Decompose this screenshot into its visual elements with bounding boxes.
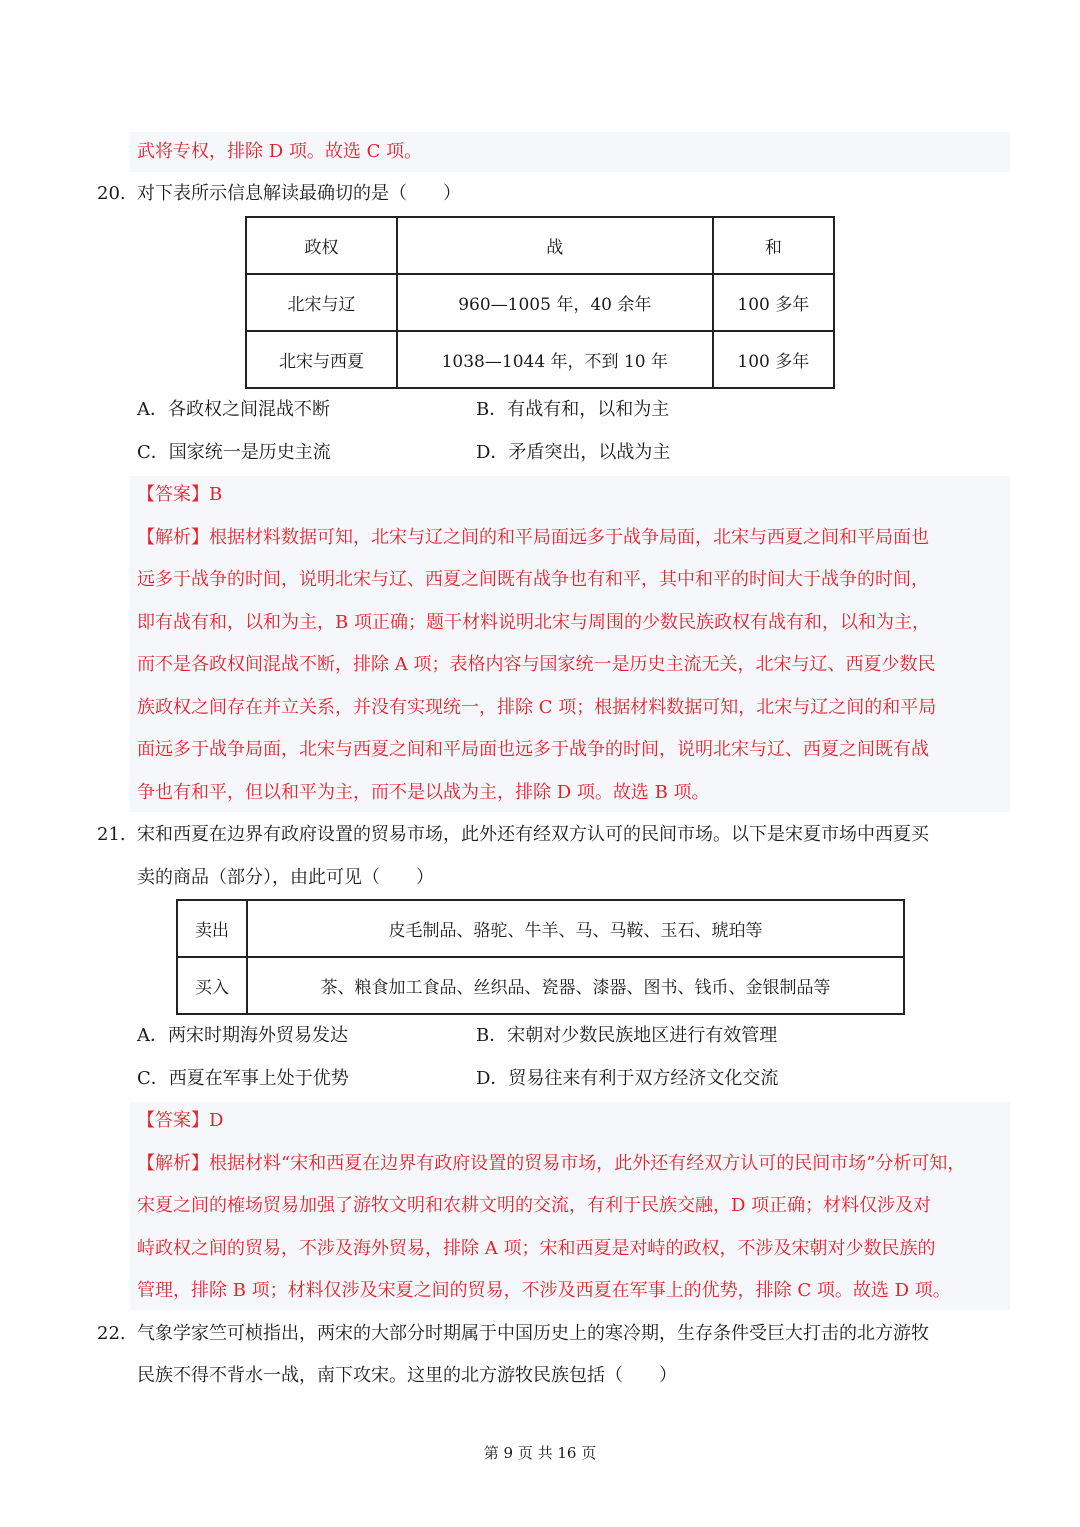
analysis-text: 根据材料数据可知，北宋与辽之间的和平局面远多于战争局面，北宋与西夏之间和平局面也 <box>209 527 929 548</box>
q21-analysis-line: 峙政权之间的贸易，不涉及海外贸易，排除 A 项；宋和西夏是对峙的政权，不涉及宋朝对少数民族的 <box>137 1238 936 1259</box>
q20-analysis-line: 即有战有和，以和为主，B 项正确；题干材料说明北宋与周围的少数民族政权有战有和，以和为主， <box>137 612 930 633</box>
q20-stem: 对下表所示信息解读最确切的是（ ） <box>137 183 461 204</box>
table-cell: 皮毛制品、骆驼、牛羊、马、马鞍、玉石、琥珀等 <box>247 900 904 957</box>
q20-analysis-line: 远多于战争的时间，说明北宋与辽、西夏之间既有战争也有和平，其中和平的时间大于战争的时间， <box>137 569 929 590</box>
table-cell: 1038—1044 年，不到 10 年 <box>397 331 713 388</box>
q22-stem-line: 气象学家竺可桢指出，两宋的大部分时期属于中国历史上的寒冷期，生存条件受巨大打击的北方游牧 <box>137 1323 929 1344</box>
page-footer: 第 9 页 共 16 页 <box>483 1444 597 1462</box>
table-cell: 100 多年 <box>713 331 834 388</box>
q21-analysis-line: 管理，排除 B 项；材料仅涉及宋夏之间的贸易，不涉及西夏在军事上的优势，排除 C 项。故选 D 项。 <box>137 1280 951 1301</box>
q20-answer <box>137 483 222 507</box>
q20-option-b: B．有战有和，以和为主 <box>476 399 670 420</box>
table-cell: 买入 <box>177 957 247 1014</box>
table-cell: 960—1005 年，40 余年 <box>397 274 713 331</box>
q21-stem-line: 卖的商品（部分），由此可见（ ） <box>137 867 434 888</box>
table-cell: 北宋与西夏 <box>246 331 397 388</box>
q22-number: 22. <box>97 1323 126 1344</box>
table-header: 和 <box>713 217 834 274</box>
table-header: 政权 <box>246 217 397 274</box>
q21-option-c: C．西夏在军事上处于优势 <box>137 1068 349 1089</box>
q20-analysis-line: 而不是各政权间混战不断，排除 A 项；表格内容与国家统一是历史主流无关，北宋与辽、西夏少数民 <box>137 654 936 675</box>
analysis-text: 根据材料“宋和西夏在边界有政府设置的贸易市场，此外还有经双方认可的民间市场”分析可知， <box>209 1153 966 1174</box>
q20-analysis-line: 争也有和平，但以和平为主，而不是以战为主，排除 D 项。故选 B 项。 <box>137 782 710 803</box>
q20-table <box>245 216 835 389</box>
q21-stem-line: 宋和西夏在边界有政府设置的贸易市场，此外还有经双方认可的民间市场。以下是宋夏市场中西夏买 <box>137 824 929 845</box>
q21-option-d: D．贸易往来有利于双方经济文化交流 <box>476 1068 779 1089</box>
q21-table <box>176 899 905 1015</box>
table-header: 战 <box>397 217 713 274</box>
q20-analysis-line <box>137 526 929 550</box>
answer-tag: 【答案】 <box>137 484 209 505</box>
q21-option-b: B．宋朝对少数民族地区进行有效管理 <box>476 1025 778 1046</box>
q20-analysis-line: 面远多于战争局面，北宋与西夏之间和平局面也远多于战争的时间，说明北宋与辽、西夏之间既有战 <box>137 739 929 760</box>
q20-option-c: C．国家统一是历史主流 <box>137 442 331 463</box>
q20-number: 20. <box>97 183 126 204</box>
q22-stem-line: 民族不得不背水一战，南下攻宋。这里的北方游牧民族包括（ ） <box>137 1365 677 1386</box>
answer-value: B <box>209 484 223 505</box>
q20-option-a: A．各政权之间混战不断 <box>137 399 330 420</box>
q20-option-d: D．矛盾突出，以战为主 <box>476 442 671 463</box>
q21-number: 21. <box>97 824 126 845</box>
prev-analysis-tail: 武将专权，排除 D 项。故选 C 项。 <box>137 141 423 162</box>
analysis-tag: 【解析】 <box>137 1153 209 1174</box>
analysis-tag: 【解析】 <box>137 527 209 548</box>
table-cell: 茶、粮食加工食品、丝织品、瓷器、漆器、图书、钱币、金银制品等 <box>247 957 904 1014</box>
answer-value: D <box>209 1110 224 1131</box>
q21-answer <box>137 1109 223 1133</box>
table-cell: 100 多年 <box>713 274 834 331</box>
q21-option-a: A．两宋时期海外贸易发达 <box>137 1025 348 1046</box>
answer-tag: 【答案】 <box>137 1110 209 1131</box>
q21-analysis-line <box>137 1152 965 1176</box>
table-cell: 北宋与辽 <box>246 274 397 331</box>
q20-analysis-line: 族政权之间存在并立关系，并没有实现统一，排除 C 项；根据材料数据可知，北宋与辽之间的和平局 <box>137 697 937 718</box>
table-cell: 卖出 <box>177 900 247 957</box>
q21-analysis-line: 宋夏之间的榷场贸易加强了游牧文明和农耕文明的交流，有利于民族交融，D 项正确；材料仅涉及对 <box>137 1195 932 1216</box>
